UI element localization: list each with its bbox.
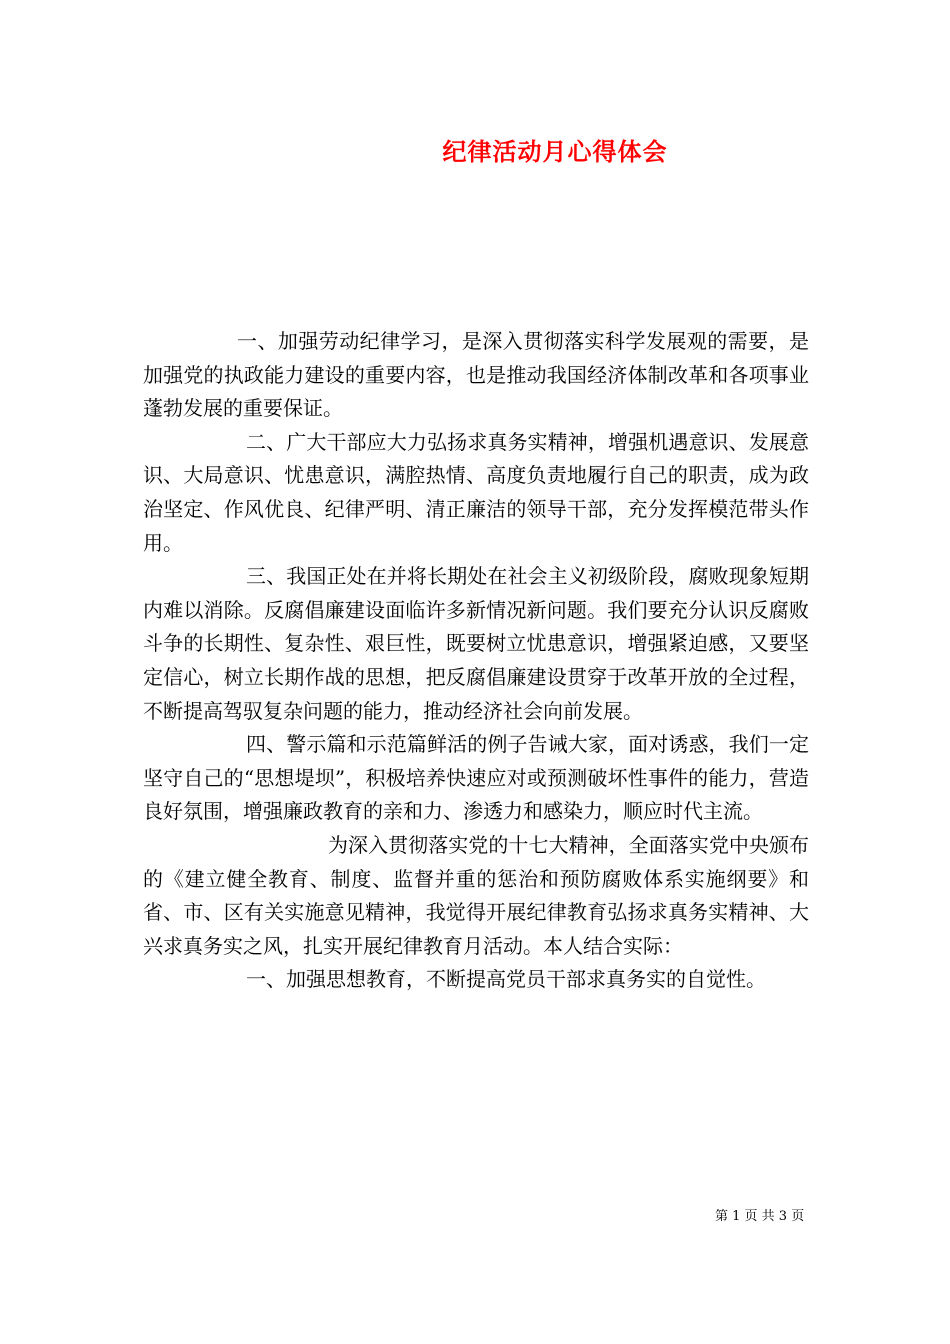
paragraph-6: 一、加强思想教育，不断提高党员干部求真务实的自觉性。: [246, 967, 766, 992]
paragraph-1: 一、加强劳动纪律学习，是深入贯彻落实科学发展观的需要，是加强党的执政能力建设的重要内容，也是推动我国经济体制改革和各项事业蓬勃发展的重要保证。: [143, 329, 809, 421]
page-number: 第 1 页 共 3 页: [715, 1209, 805, 1224]
document-body: [143, 325, 809, 997]
paragraph-2: 二、广大干部应大力弘扬求真务实精神，增强机遇意识、发展意识、大局意识、忧患意识，满腔热情、高度负责地履行自己的职责，成为政治坚定、作风优良、纪律严明、清正廉洁的领导干部，充分发挥模范带头作用。: [143, 429, 809, 555]
paragraph-4: 四、警示篇和示范篇鲜活的例子告诫大家，面对诱惑，我们一定坚守自己的“思想堤坝”，积极培养快速应对或预测破坏性事件的能力，营造良好氛围，增强廉政教育的亲和力、渗透力和感染力，顺应时代主流。: [143, 732, 809, 824]
paragraph-5: 为深入贯彻落实党的十七大精神，全面落实党中央颁布的《建立健全教育、制度、监督并重的惩治和预防腐败体系实施纲要》和省、市、区有关实施意见精神，我觉得开展纪律教育弘扬求真务实精神、大兴求真务实之风，扎实开展纪律教育月活动。本人结合实际：: [143, 832, 809, 958]
paragraph-3: 三、我国正处在并将长期处在社会主义初级阶段，腐败现象短期内难以消除。反腐倡廉建设面临许多新情况新问题。我们要充分认识反腐败斗争的长期性、复杂性、艰巨性，既要树立忧患意识，增强紧迫感，又要坚定信心，树立长期作战的思想，把反腐倡廉建设贯穿于改革开放的全过程，不断提高驾驭复杂问题的能力，推动经济社会向前发展。: [143, 564, 809, 723]
document-title: 纪律活动月心得体会: [442, 137, 668, 166]
